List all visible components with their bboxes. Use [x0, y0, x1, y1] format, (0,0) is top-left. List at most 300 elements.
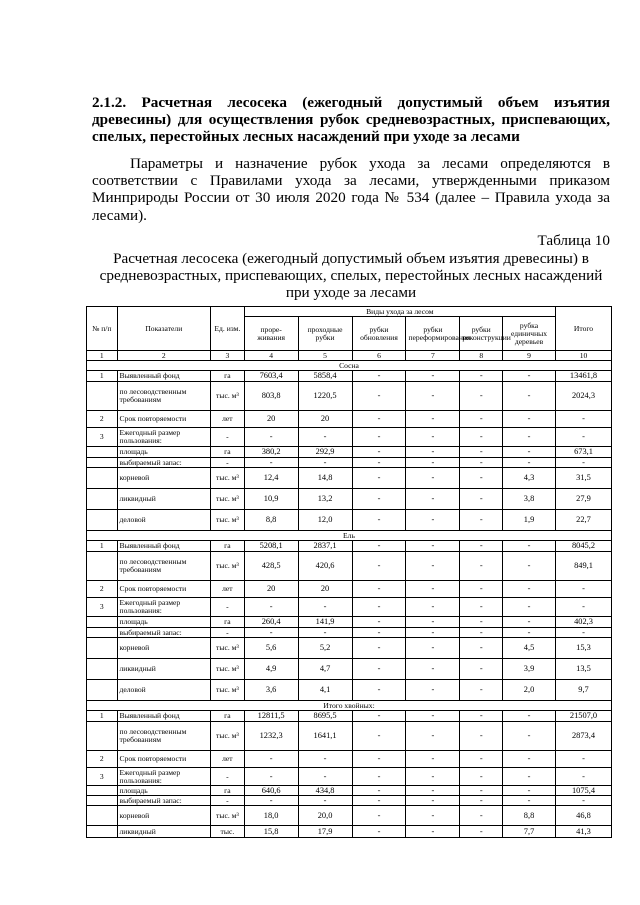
- row-number: 2: [87, 751, 118, 768]
- row-unit: -: [211, 768, 245, 786]
- row-value: -: [406, 510, 460, 531]
- row-value: 10,9: [244, 489, 298, 510]
- row-unit: тыс. м³: [211, 510, 245, 531]
- section-title: Ель: [87, 531, 612, 541]
- row-value: -: [503, 722, 556, 751]
- row-indicator: ликвидный: [117, 489, 211, 510]
- row-value: -: [460, 489, 503, 510]
- row-value: -: [406, 458, 460, 468]
- table-row: [87, 711, 612, 722]
- row-indicator: выбираемый запас:: [117, 458, 211, 468]
- row-unit: -: [211, 598, 245, 617]
- row-value: 4,5: [503, 638, 556, 659]
- row-value: -: [406, 711, 460, 722]
- row-value: -: [555, 458, 611, 468]
- row-value: 380,2: [244, 447, 298, 458]
- row-unit: тыс. м³: [211, 489, 245, 510]
- colnum: 5: [298, 351, 352, 361]
- row-unit: га: [211, 711, 245, 722]
- row-unit: тыс. м³: [211, 659, 245, 680]
- row-value: -: [503, 382, 556, 411]
- row-value: -: [244, 628, 298, 638]
- row-value: -: [298, 768, 352, 786]
- row-value: 3,9: [503, 659, 556, 680]
- table-row: [87, 510, 612, 531]
- table-row: [87, 638, 612, 659]
- row-value: -: [460, 428, 503, 447]
- row-indicator: Ежегодный размер пользования:: [117, 598, 211, 617]
- row-indicator: корневой: [117, 806, 211, 826]
- row-value: -: [555, 598, 611, 617]
- row-value: 1075,4: [555, 786, 611, 796]
- row-value: -: [460, 468, 503, 489]
- row-value: 8,8: [244, 510, 298, 531]
- colnum: 8: [460, 351, 503, 361]
- header-group: Виды ухода за лесом: [244, 307, 555, 317]
- row-value: -: [460, 541, 503, 552]
- row-indicator: по лесоводственным требованиям: [117, 722, 211, 751]
- row-value: -: [460, 711, 503, 722]
- row-unit: тыс. м³: [211, 806, 245, 826]
- row-number: [87, 510, 118, 531]
- row-indicator: по лесоводственным требованиям: [117, 552, 211, 581]
- row-value: -: [244, 598, 298, 617]
- row-value: -: [503, 371, 556, 382]
- row-value: 2837,1: [298, 541, 352, 552]
- row-value: 428,5: [244, 552, 298, 581]
- row-indicator: Срок повторяемости: [117, 751, 211, 768]
- colnum: 9: [503, 351, 556, 361]
- row-value: 22,7: [555, 510, 611, 531]
- row-value: -: [352, 411, 406, 428]
- row-value: 7,7: [503, 826, 556, 838]
- row-unit: тыс.: [211, 826, 245, 838]
- row-value: 420,6: [298, 552, 352, 581]
- row-number: [87, 468, 118, 489]
- header-reformation-cut: рубки переформирования: [406, 317, 460, 351]
- row-value: -: [460, 751, 503, 768]
- row-value: -: [503, 751, 556, 768]
- row-value: 41,3: [555, 826, 611, 838]
- row-indicator: Выявленный фонд: [117, 371, 211, 382]
- table-row: [87, 617, 612, 628]
- row-value: -: [460, 659, 503, 680]
- row-value: -: [503, 617, 556, 628]
- row-value: 21507,0: [555, 711, 611, 722]
- table-row: [87, 382, 612, 411]
- table-row: [87, 468, 612, 489]
- row-value: 27,9: [555, 489, 611, 510]
- row-value: -: [352, 447, 406, 458]
- row-value: 2873,4: [555, 722, 611, 751]
- row-value: -: [352, 722, 406, 751]
- row-value: -: [460, 552, 503, 581]
- row-number: [87, 382, 118, 411]
- row-value: 14,8: [298, 468, 352, 489]
- table-row: [87, 541, 612, 552]
- row-value: -: [406, 541, 460, 552]
- row-value: 3,8: [503, 489, 556, 510]
- row-unit: тыс. м³: [211, 382, 245, 411]
- row-value: -: [352, 458, 406, 468]
- row-value: 4,1: [298, 680, 352, 701]
- intro-paragraph: Параметры и назначение рубок ухода за лесами определяются в соответствии с Правилами ухода за лесами, утвержденными приказом Минприроды России от 30 июля 2020 года № 534 (далее – Правила ухода за лесами).: [92, 155, 610, 224]
- row-value: -: [406, 581, 460, 598]
- header-indicator: Показатели: [117, 307, 211, 351]
- row-unit: тыс. м³: [211, 468, 245, 489]
- row-indicator: Выявленный фонд: [117, 711, 211, 722]
- row-value: -: [460, 411, 503, 428]
- row-value: -: [244, 796, 298, 806]
- row-value: -: [298, 628, 352, 638]
- row-value: 8045,2: [555, 541, 611, 552]
- row-value: 141,9: [298, 617, 352, 628]
- row-value: -: [406, 826, 460, 838]
- header-passage-cut: проходные рубки: [298, 317, 352, 351]
- row-number: [87, 806, 118, 826]
- row-value: 18,0: [244, 806, 298, 826]
- section-title: Итого хвойных:: [87, 701, 612, 711]
- row-value: -: [503, 458, 556, 468]
- row-value: 849,1: [555, 552, 611, 581]
- row-value: -: [406, 751, 460, 768]
- row-indicator: корневой: [117, 468, 211, 489]
- row-number: 3: [87, 768, 118, 786]
- row-unit: -: [211, 428, 245, 447]
- row-unit: тыс. м³: [211, 680, 245, 701]
- row-value: 1641,1: [298, 722, 352, 751]
- table-body: [87, 361, 612, 838]
- row-value: -: [298, 458, 352, 468]
- row-value: -: [460, 447, 503, 458]
- row-value: -: [406, 796, 460, 806]
- row-value: 7603,4: [244, 371, 298, 382]
- row-value: -: [298, 751, 352, 768]
- row-value: 1,9: [503, 510, 556, 531]
- colnum: 2: [117, 351, 211, 361]
- row-value: -: [406, 447, 460, 458]
- row-value: -: [352, 638, 406, 659]
- row-unit: -: [211, 628, 245, 638]
- row-value: 20: [244, 581, 298, 598]
- row-value: -: [460, 382, 503, 411]
- header-thinning: проре-живания: [244, 317, 298, 351]
- row-value: -: [406, 371, 460, 382]
- row-value: -: [352, 751, 406, 768]
- row-value: 17,9: [298, 826, 352, 838]
- row-value: -: [244, 458, 298, 468]
- row-value: -: [352, 806, 406, 826]
- row-value: 1232,3: [244, 722, 298, 751]
- row-value: -: [503, 552, 556, 581]
- row-indicator: корневой: [117, 638, 211, 659]
- row-value: 20: [244, 411, 298, 428]
- row-indicator: деловой: [117, 680, 211, 701]
- row-value: -: [460, 598, 503, 617]
- row-value: -: [352, 796, 406, 806]
- row-value: -: [352, 541, 406, 552]
- row-number: [87, 659, 118, 680]
- row-indicator: выбираемый запас:: [117, 796, 211, 806]
- row-value: -: [503, 447, 556, 458]
- row-value: -: [352, 617, 406, 628]
- row-indicator: Срок повторяемости: [117, 581, 211, 598]
- row-unit: га: [211, 617, 245, 628]
- row-value: -: [352, 768, 406, 786]
- row-value: 20: [298, 411, 352, 428]
- row-value: -: [555, 428, 611, 447]
- row-indicator: площадь: [117, 786, 211, 796]
- row-value: -: [406, 489, 460, 510]
- row-unit: -: [211, 796, 245, 806]
- row-value: -: [555, 796, 611, 806]
- row-value: -: [352, 371, 406, 382]
- table-row: [87, 458, 612, 468]
- row-value: 292,9: [298, 447, 352, 458]
- row-value: 20: [298, 581, 352, 598]
- row-value: -: [406, 411, 460, 428]
- row-value: -: [460, 796, 503, 806]
- row-number: 1: [87, 541, 118, 552]
- row-unit: -: [211, 458, 245, 468]
- row-value: -: [460, 617, 503, 628]
- colnum: 4: [244, 351, 298, 361]
- row-value: 2,0: [503, 680, 556, 701]
- header-total: Итого: [555, 307, 611, 351]
- table-row: [87, 598, 612, 617]
- row-value: -: [244, 428, 298, 447]
- row-value: -: [555, 751, 611, 768]
- row-indicator: Срок повторяемости: [117, 411, 211, 428]
- row-value: -: [298, 796, 352, 806]
- row-unit: га: [211, 371, 245, 382]
- row-indicator: Ежегодный размер пользования:: [117, 428, 211, 447]
- table-row: [87, 371, 612, 382]
- row-value: -: [352, 659, 406, 680]
- table-row: [87, 786, 612, 796]
- row-value: 12,4: [244, 468, 298, 489]
- row-value: -: [503, 628, 556, 638]
- row-indicator: ликвидный: [117, 826, 211, 838]
- row-value: 12811,5: [244, 711, 298, 722]
- row-indicator: Выявленный фонд: [117, 541, 211, 552]
- row-unit: лет: [211, 751, 245, 768]
- row-number: [87, 796, 118, 806]
- row-value: 3,6: [244, 680, 298, 701]
- row-value: -: [406, 768, 460, 786]
- row-value: -: [503, 796, 556, 806]
- row-value: -: [352, 510, 406, 531]
- row-value: -: [460, 786, 503, 796]
- row-number: 1: [87, 371, 118, 382]
- row-value: 5,6: [244, 638, 298, 659]
- row-indicator: ликвидный: [117, 659, 211, 680]
- row-unit: лет: [211, 581, 245, 598]
- row-indicator: выбираемый запас:: [117, 628, 211, 638]
- row-value: -: [352, 428, 406, 447]
- row-number: 2: [87, 411, 118, 428]
- table-row: [87, 768, 612, 786]
- row-unit: га: [211, 786, 245, 796]
- row-value: 31,5: [555, 468, 611, 489]
- section-row: [87, 701, 612, 711]
- row-value: -: [503, 786, 556, 796]
- row-number: 3: [87, 598, 118, 617]
- header-single-tree-cut: рубка единичных деревьев: [503, 317, 556, 351]
- table-row: [87, 826, 612, 838]
- row-value: -: [352, 711, 406, 722]
- row-value: 4,7: [298, 659, 352, 680]
- row-value: -: [503, 711, 556, 722]
- table-row: [87, 751, 612, 768]
- row-value: -: [460, 680, 503, 701]
- table-row: [87, 489, 612, 510]
- table-number: Таблица 10: [537, 232, 610, 249]
- row-value: -: [406, 806, 460, 826]
- row-number: [87, 552, 118, 581]
- row-value: -: [298, 428, 352, 447]
- row-value: -: [406, 722, 460, 751]
- row-indicator: площадь: [117, 617, 211, 628]
- row-value: -: [352, 489, 406, 510]
- row-value: 13,5: [555, 659, 611, 680]
- row-value: -: [555, 768, 611, 786]
- colnum: 7: [406, 351, 460, 361]
- row-value: -: [352, 786, 406, 796]
- row-value: 15,3: [555, 638, 611, 659]
- table-row: [87, 722, 612, 751]
- row-unit: тыс. м³: [211, 552, 245, 581]
- forest-cut-table: [86, 306, 612, 838]
- row-value: -: [352, 826, 406, 838]
- row-indicator: по лесоводственным требованиям: [117, 382, 211, 411]
- colnum: 6: [352, 351, 406, 361]
- row-value: -: [555, 411, 611, 428]
- row-unit: га: [211, 541, 245, 552]
- row-number: 1: [87, 711, 118, 722]
- row-number: [87, 489, 118, 510]
- row-indicator: деловой: [117, 510, 211, 531]
- row-value: -: [460, 371, 503, 382]
- row-unit: лет: [211, 411, 245, 428]
- row-value: -: [503, 768, 556, 786]
- row-value: -: [460, 768, 503, 786]
- row-value: 1220,5: [298, 382, 352, 411]
- row-indicator: Ежегодный размер пользования:: [117, 768, 211, 786]
- row-value: -: [406, 680, 460, 701]
- row-value: -: [503, 581, 556, 598]
- row-value: 13461,8: [555, 371, 611, 382]
- row-value: -: [352, 680, 406, 701]
- row-number: [87, 628, 118, 638]
- row-value: 12,0: [298, 510, 352, 531]
- row-value: -: [460, 581, 503, 598]
- row-value: 13,2: [298, 489, 352, 510]
- table-row: [87, 806, 612, 826]
- row-value: -: [555, 581, 611, 598]
- table-row: [87, 428, 612, 447]
- row-unit: тыс. м³: [211, 638, 245, 659]
- header-unit: Ед. изм.: [211, 307, 245, 351]
- row-value: 673,1: [555, 447, 611, 458]
- row-value: 8,8: [503, 806, 556, 826]
- row-value: -: [460, 458, 503, 468]
- colnum: 10: [555, 351, 611, 361]
- row-value: 640,6: [244, 786, 298, 796]
- row-value: -: [352, 382, 406, 411]
- row-number: 2: [87, 581, 118, 598]
- row-value: -: [503, 541, 556, 552]
- row-value: 5208,1: [244, 541, 298, 552]
- row-unit: га: [211, 447, 245, 458]
- row-value: 4,9: [244, 659, 298, 680]
- row-value: -: [352, 581, 406, 598]
- row-value: -: [406, 628, 460, 638]
- row-value: -: [406, 552, 460, 581]
- row-number: 3: [87, 428, 118, 447]
- row-value: -: [244, 751, 298, 768]
- row-value: -: [460, 826, 503, 838]
- row-value: -: [555, 628, 611, 638]
- row-value: 4,3: [503, 468, 556, 489]
- row-value: -: [406, 786, 460, 796]
- row-unit: тыс. м³: [211, 722, 245, 751]
- row-value: 260,4: [244, 617, 298, 628]
- section-row: [87, 531, 612, 541]
- header-renewal-cut: рубки обновления: [352, 317, 406, 351]
- row-value: -: [460, 510, 503, 531]
- row-number: [87, 458, 118, 468]
- row-number: [87, 617, 118, 628]
- table-row: [87, 447, 612, 458]
- row-value: -: [352, 628, 406, 638]
- row-value: -: [503, 411, 556, 428]
- table-row: [87, 659, 612, 680]
- row-value: -: [244, 768, 298, 786]
- row-indicator: площадь: [117, 447, 211, 458]
- table-row: [87, 411, 612, 428]
- row-value: 20,0: [298, 806, 352, 826]
- row-value: -: [406, 659, 460, 680]
- row-value: 402,3: [555, 617, 611, 628]
- table-row: [87, 581, 612, 598]
- row-value: -: [406, 428, 460, 447]
- row-value: -: [460, 806, 503, 826]
- row-number: [87, 447, 118, 458]
- row-value: 46,8: [555, 806, 611, 826]
- row-value: 5,2: [298, 638, 352, 659]
- table-row: [87, 552, 612, 581]
- row-number: [87, 638, 118, 659]
- row-value: -: [352, 552, 406, 581]
- row-number: [87, 722, 118, 751]
- row-value: 8695,5: [298, 711, 352, 722]
- table-caption: Расчетная лесосека (ежегодный допустимый объем изъятия древесины) в средневозрастных, приспевающих, спелых, перестойных лесных насаждений при уходе за лесами: [99, 250, 603, 302]
- row-number: [87, 680, 118, 701]
- row-number: [87, 786, 118, 796]
- row-value: -: [352, 468, 406, 489]
- header-num: № п/п: [87, 307, 118, 351]
- table-row: [87, 628, 612, 638]
- row-value: -: [503, 428, 556, 447]
- row-value: -: [406, 598, 460, 617]
- row-value: -: [406, 638, 460, 659]
- section-row: [87, 361, 612, 371]
- row-value: -: [460, 722, 503, 751]
- table-row: [87, 796, 612, 806]
- section-heading: 2.1.2. Расчетная лесосека (ежегодный допустимый объем изъятия древесины) для осуществления рубок средневозрастных, приспевающих, спелых, перестойных лесных насаждений при уходе за лесами: [92, 94, 610, 145]
- row-value: -: [406, 382, 460, 411]
